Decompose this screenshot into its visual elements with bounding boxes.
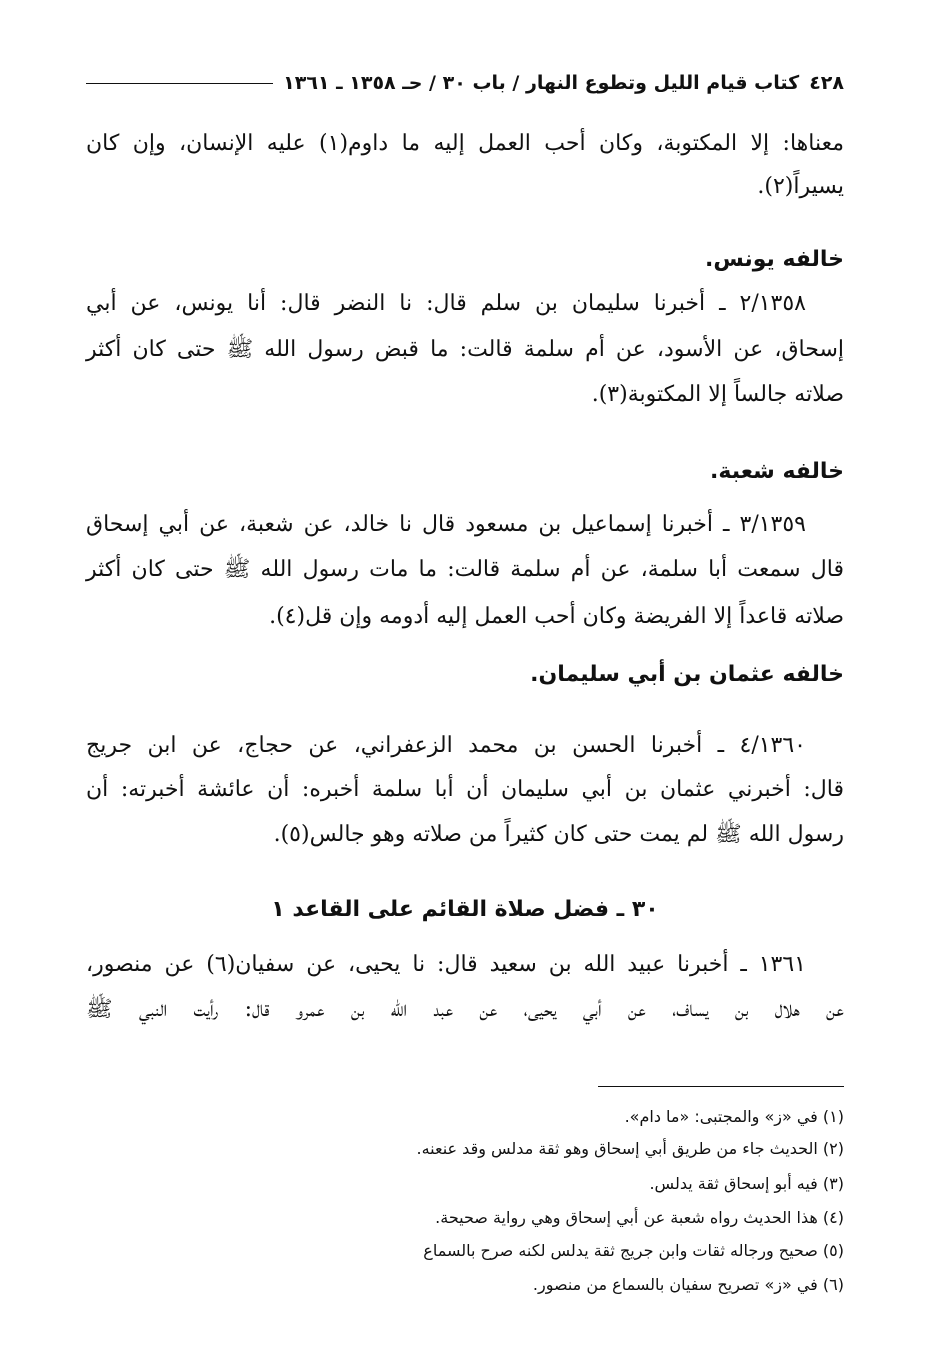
footnote: (٦) في «ز» تصريح سفيان بالسماع من منصور.	[532, 1275, 844, 1294]
footnote: (٥) صحيح ورجاله ثقات وابن جريج ثقة يدلس لكنه صرح بالسماع	[423, 1241, 844, 1260]
running-title: كتاب قيام الليل وتطوع النهار / باب ٣٠ / حـ ١٣٥٨ ـ ١٣٦١	[283, 72, 800, 94]
footnote: (٢) الحديث جاء من طريق أبي إسحاق وهو ثقة مدلس وقد عنعنه.	[416, 1139, 844, 1158]
hadith-line: ١٣٦١ ـ أخبرنا عبيد الله بن سعيد قال: نا يحيى، عن سفيان(٦) عن منصور،	[86, 952, 806, 977]
footnote: (١) في «ز» والمجتبى: «ما دام».	[624, 1107, 844, 1126]
text-line: معناها: إلا المكتوبة، وكان أحب العمل إليه ما داوم(١) عليه الإنسان، وإن كان	[86, 131, 844, 156]
chapter-heading: ٣٠ ـ فضل صلاة القائم على القاعد ١	[271, 897, 659, 922]
hadith-line: صلاته قاعداً إلا الفريضة وكان أحب العمل إليه أدومه وإن قل(٤).	[269, 604, 844, 629]
page-number: ٤٢٨	[809, 72, 844, 94]
hadith-line: إسحاق، عن الأسود، عن أم سلمة قالت: ما قبض رسول الله ﷺ حتى كان أكثر	[86, 337, 844, 362]
hadith-line: قال: أخبرني عثمان بن أبي سليمان أن أبا سلمة أخبره: أن عائشة أخبرته: أن	[86, 777, 844, 802]
section-note: خالفه شعبة.	[710, 459, 844, 484]
hadith-line: ٤/١٣٦٠ ـ أخبرنا الحسن بن محمد الزعفراني، عن حجاج، عن ابن جريج	[86, 733, 806, 758]
section-note: خالفه عثمان بن أبي سليمان.	[530, 662, 844, 687]
hadith-line: صلاته جالساً إلا المكتوبة(٣).	[591, 382, 844, 407]
hadith-line: رسول الله ﷺ لم يمت حتى كان كثيراً من صلاته وهو جالس(٥).	[273, 822, 844, 847]
footnote: (٤) هذا الحديث رواه شعبة عن أبي إسحاق وهي رواية صحيحة.	[435, 1208, 844, 1227]
hadith-line: ٣/١٣٥٩ ـ أخبرنا إسماعيل بن مسعود قال نا خالد، عن شعبة، عن أبي إسحاق	[86, 512, 806, 537]
hadith-line: عن هلال بن يساف، عن أبي يحيى، عن عبد الله بن عمرو قال: رأيت النبي ﷺ	[86, 997, 844, 1022]
footnote: (٣) فيه أبو إسحاق ثقة يدلس.	[649, 1174, 844, 1193]
footnote-separator	[598, 1086, 844, 1087]
section-note: خالفه يونس.	[705, 247, 844, 272]
hadith-line: قال سمعت أبا سلمة، عن أم سلمة قالت: ما مات رسول الله ﷺ حتى كان أكثر	[86, 557, 844, 582]
header-rule	[86, 83, 273, 84]
text-line: يسيراً(٢).	[757, 174, 844, 199]
hadith-line: ٢/١٣٥٨ ـ أخبرنا سليمان بن سلم قال: نا النضر قال: أنا يونس، عن أبي	[86, 291, 806, 316]
page-header	[86, 72, 844, 94]
